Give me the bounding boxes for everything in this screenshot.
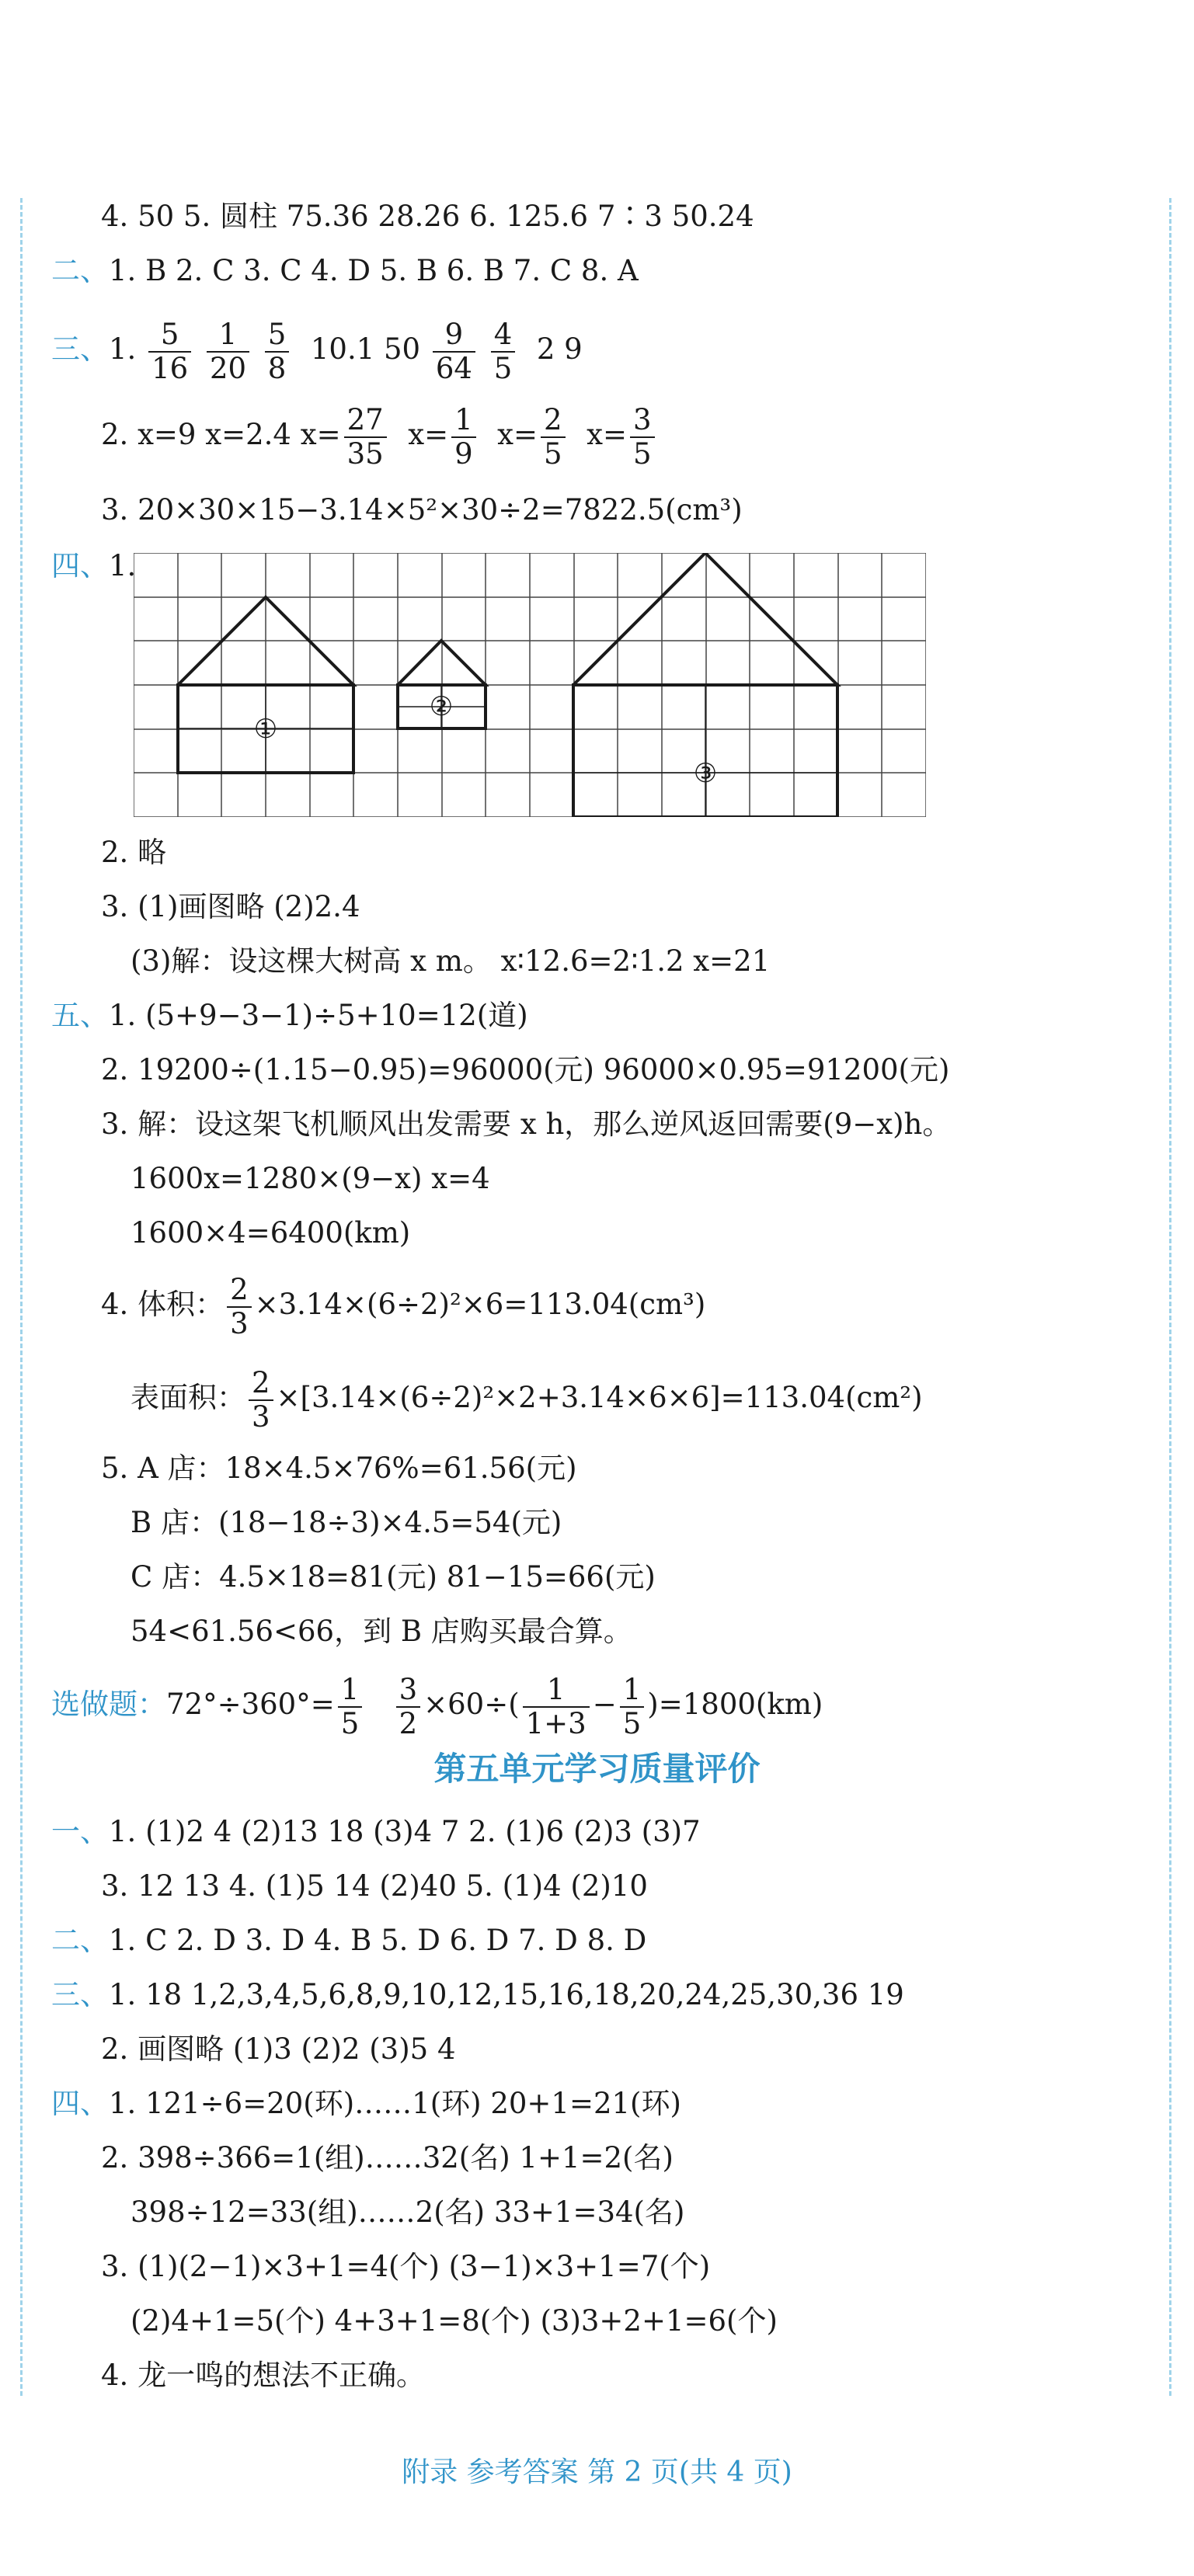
fraction: $\frac{1}{5}$ — [338, 1674, 363, 1740]
page-footer: 附录 参考答案 第 2 页(共 4 页) — [402, 2456, 792, 2488]
line-29: 398÷12=33(组)……2(名) 33+1=34(名) — [131, 2195, 685, 2229]
line-30: 3. (1)(2−1)×3+1=4(个) (3−1)×3+1=7(个) — [101, 2250, 711, 2283]
line-28: 2. 398÷366=1(组)……32(名) 1+1=2(名) — [101, 2141, 674, 2174]
line-32: 4. 龙一鸣的想法不正确。 — [101, 2359, 426, 2392]
line-12: 3. 解：设这架飞机顺风出发需要 x h，那么逆风返回需要(9−x)h。 — [101, 1107, 952, 1141]
fraction: $\frac{3}{2}$ — [396, 1674, 421, 1740]
grid-label-2: ② — [429, 691, 454, 722]
fraction: $\frac{3}{5}$ — [630, 404, 655, 471]
line-6: 四、1. — [51, 549, 137, 582]
line-22: 一、1. (1)2 4 (2)13 18 (3)4 7 2. (1)6 (2)3 (3)7 — [51, 1815, 701, 1848]
line-14: 1600×4=6400(km) — [131, 1216, 411, 1250]
line-20: 54<61.56<66，到 B 店购买最合算。 — [131, 1615, 632, 1648]
line-21: 选做题：72°÷360°= $\frac{1}{5}$ $\frac{3}{2}$ ×60÷( $\frac{1}{1+3}$ − $\frac{1}{5}$ )=1800(km) — [51, 1672, 823, 1740]
line-18: B 店：(18−18÷3)×4.5=54(元) — [131, 1506, 562, 1539]
line-24: 二、1. C 2. D 3. D 4. B 5. D 6. D 7. D 8. D — [51, 1924, 647, 1957]
line-19: C 店：4.5×18=81(元) 81−15=66(元) — [131, 1560, 656, 1594]
fraction: $\frac{27}{35}$ — [344, 404, 387, 471]
line-9: (3)解：设这棵大树高 x m。 x∶12.6=2∶1.2 x=21 — [131, 944, 771, 978]
fraction: $\frac{2}{3}$ — [227, 1274, 252, 1340]
line-31: (2)4+1=5(个) 4+3+1=8(个) (3)3+2+1=6(个) — [131, 2304, 778, 2338]
grid-label-1: ① — [253, 714, 278, 745]
line-25: 三、1. 18 1,2,3,4,5,6,8,9,10,12,15,16,18,20,24,25,30,36 19 — [51, 1978, 904, 2011]
unit-heading: 第五单元学习质量评价 — [433, 1750, 761, 1788]
line-13: 1600x=1280×(9−x) x=4 — [131, 1162, 490, 1195]
line-16: 表面积： $\frac{2}{3}$ ×[3.14×(6÷2)²×2+3.14×6×6]=113.04(cm²) — [131, 1365, 923, 1434]
fraction: $\frac{1}{1+3}$ — [523, 1674, 590, 1740]
house-3-outline — [573, 553, 837, 685]
line-15: 4. 体积： $\frac{2}{3}$ ×3.14×(6÷2)²×6=113.04(cm³) — [101, 1272, 706, 1340]
line-17: 5. A 店：18×4.5×76%=61.56(元) — [101, 1451, 577, 1485]
line-7: 2. 略 — [101, 836, 167, 869]
fraction: $\frac{1}{20}$ — [207, 318, 249, 385]
house-grid-figure — [134, 553, 926, 817]
grid-label-3: ③ — [693, 758, 718, 789]
line-23: 3. 12 13 4. (1)5 14 (2)40 5. (1)4 (2)10 — [101, 1869, 648, 1903]
line-8: 3. (1)画图略 (2)2.4 — [101, 890, 360, 923]
fraction: $\frac{2}{5}$ — [541, 404, 566, 471]
line-1: 4. 50 5. 圆柱 75.36 28.26 6. 125.6 7∶3 50.24 — [101, 200, 754, 233]
line-3: 三、1. $\frac{5}{16}$ $\frac{1}{20}$ $\frac{5}{8}$ 10.1 50 $\frac{9}{64}$ $\frac{4}{5}$ 2 9 — [51, 317, 583, 385]
right-dashed-border — [1169, 198, 1171, 2396]
line-26: 2. 画图略 (1)3 (2)2 (3)5 4 — [101, 2032, 456, 2066]
left-dashed-border — [20, 198, 23, 2396]
grid-drawing — [134, 553, 926, 820]
fraction: $\frac{9}{64}$ — [433, 318, 475, 385]
line-10: 五、1. (5+9−3−1)÷5+10=12(道) — [51, 999, 528, 1032]
line-2: 二、1. B 2. C 3. C 4. D 5. B 6. B 7. C 8. A — [51, 254, 639, 287]
line-4: 2. x=9 x=2.4 x= $\frac{27}{35}$ x= $\frac{1}{9}$ x= $\frac{2}{5}$ x= $\frac{3}{5}$ — [101, 400, 658, 471]
fraction: $\frac{2}{3}$ — [249, 1367, 273, 1434]
line-27: 四、1. 121÷6=20(环)……1(环) 20+1=21(环) — [51, 2087, 681, 2120]
fraction: $\frac{1}{5}$ — [620, 1674, 645, 1740]
fraction: $\frac{5}{16}$ — [148, 318, 191, 385]
line-5: 3. 20×30×15−3.14×5²×30÷2=7822.5(cm³) — [101, 493, 743, 527]
fraction: $\frac{5}{8}$ — [265, 318, 290, 385]
fraction: $\frac{1}{9}$ — [451, 404, 476, 471]
fraction: $\frac{4}{5}$ — [491, 318, 516, 385]
line-11: 2. 19200÷(1.15−0.95)=96000(元) 96000×0.95=91200(元) — [101, 1053, 950, 1086]
